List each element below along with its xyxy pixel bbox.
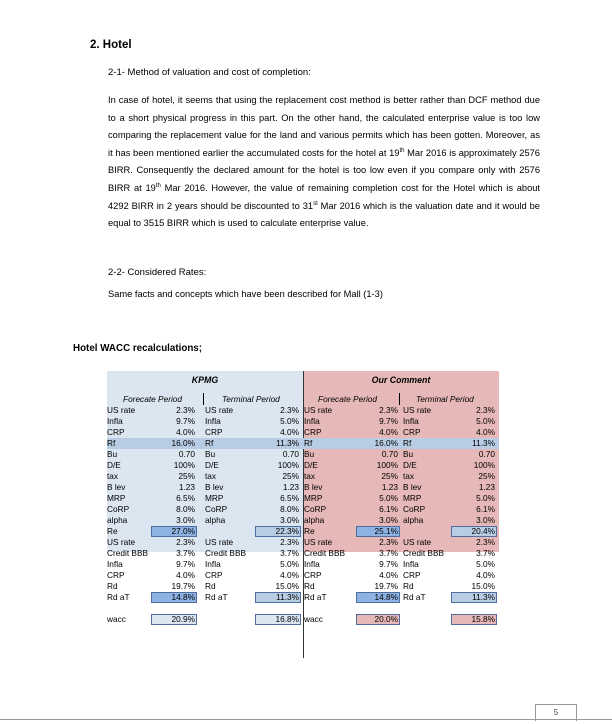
row-value: 20.9% bbox=[151, 614, 197, 625]
row-label: Rd bbox=[304, 581, 315, 591]
comment-forecast-label: Forecate Period bbox=[318, 394, 378, 404]
table-row bbox=[107, 548, 499, 559]
row-value: 6.5% bbox=[176, 493, 195, 503]
section-heading: 2. Hotel bbox=[90, 39, 132, 51]
row-value: 100% bbox=[473, 460, 495, 470]
comment-terminal-label: Terminal Period bbox=[416, 394, 474, 404]
row-value: 4.0% bbox=[176, 570, 195, 580]
row-label: Bu bbox=[304, 449, 315, 459]
row-label: alpha bbox=[205, 515, 226, 525]
row-label: wacc bbox=[107, 614, 126, 624]
row-value: 100% bbox=[277, 460, 299, 470]
row-value: 0.70 bbox=[282, 449, 299, 459]
row-value: 19.7% bbox=[171, 581, 195, 591]
row-value: 16.0% bbox=[171, 438, 195, 448]
table-row bbox=[107, 537, 499, 548]
row-label: CRP bbox=[205, 427, 223, 437]
row-value: 4.0% bbox=[476, 427, 495, 437]
row-label: US rate bbox=[107, 405, 136, 415]
table-row bbox=[107, 570, 499, 581]
row-value: 5.0% bbox=[280, 559, 299, 569]
table-row bbox=[107, 416, 499, 427]
row-label: alpha bbox=[304, 515, 325, 525]
row-value: 3.7% bbox=[379, 548, 398, 558]
paragraph-text-1: In case of hotel, it seems that using the replacement cost method is better rather than DCF method due to a short physical progress in this part. On the other hand, the calculated enterprise value is too low comparing the replacement value for the land and various permits which has been gotten. Moreover, as it has been mentioned earlier the accumulated costs for the hotel at 19 bbox=[108, 95, 540, 158]
row-value: 25.1% bbox=[356, 526, 400, 537]
row-label: Infla bbox=[304, 416, 320, 426]
row-value: 2.3% bbox=[280, 537, 299, 547]
row-value: 3.0% bbox=[176, 515, 195, 525]
row-value: 9.7% bbox=[379, 416, 398, 426]
table-row bbox=[107, 438, 499, 449]
row-label: Re bbox=[304, 526, 315, 536]
valuation-paragraph bbox=[108, 92, 540, 233]
row-label: MRP bbox=[205, 493, 224, 503]
row-value: 14.8% bbox=[356, 592, 400, 603]
row-label: alpha bbox=[107, 515, 128, 525]
row-label: Infla bbox=[107, 559, 123, 569]
row-label: Rd aT bbox=[403, 592, 426, 602]
row-value: 15.0% bbox=[275, 581, 299, 591]
paragraph-text-4: Mar 2016 which is the valuation date and it would be equal to 3515 BIRR which is used to calculate enterprise value. bbox=[108, 200, 540, 229]
row-label: CRP bbox=[205, 570, 223, 580]
row-label: B lev bbox=[403, 482, 422, 492]
table-row bbox=[107, 515, 499, 526]
row-value: 1.23 bbox=[178, 482, 195, 492]
row-value: 15.8% bbox=[451, 614, 497, 625]
row-value: 3.0% bbox=[280, 515, 299, 525]
row-value: 8.0% bbox=[280, 504, 299, 514]
row-label: CoRP bbox=[403, 504, 426, 514]
rates-paragraph: Same facts and concepts which have been described for Mall (1-3) bbox=[108, 289, 383, 299]
row-value: 1.23 bbox=[282, 482, 299, 492]
row-label: Rd bbox=[107, 581, 118, 591]
paragraph-text-2: Mar 2016 is approximately 2576 BIRR. Consequently the declared amount for the hotel is too low even if you compare only with 2576 BIRR at 19 bbox=[108, 147, 540, 193]
row-value: 4.0% bbox=[280, 570, 299, 580]
row-label: D/E bbox=[107, 460, 121, 470]
row-value: 2.3% bbox=[280, 405, 299, 415]
row-value: 6.1% bbox=[379, 504, 398, 514]
kpmg-title: KPMG bbox=[191, 375, 219, 385]
footer-line bbox=[0, 719, 612, 720]
row-label: Infla bbox=[107, 416, 123, 426]
row-label: Bu bbox=[107, 449, 118, 459]
row-label: tax bbox=[205, 471, 217, 481]
row-label: Rf bbox=[107, 438, 116, 448]
table-row bbox=[107, 460, 499, 471]
row-value: 25% bbox=[282, 471, 299, 481]
row-label: Infla bbox=[205, 416, 221, 426]
row-value: 5.0% bbox=[476, 559, 495, 569]
row-value: 19.7% bbox=[374, 581, 398, 591]
row-value: 2.3% bbox=[176, 537, 195, 547]
row-value: 5.0% bbox=[379, 493, 398, 503]
comment-title: Our Comment bbox=[371, 375, 431, 385]
row-label: MRP bbox=[403, 493, 422, 503]
table-row bbox=[107, 581, 499, 592]
row-value: 20.0% bbox=[356, 614, 400, 625]
row-value: 15.0% bbox=[471, 581, 495, 591]
row-value: 0.70 bbox=[478, 449, 495, 459]
row-label: MRP bbox=[107, 493, 126, 503]
table-row bbox=[107, 405, 499, 416]
paragraph-sup-3: st bbox=[313, 200, 318, 207]
row-label: CRP bbox=[107, 570, 125, 580]
row-label: Infla bbox=[304, 559, 320, 569]
row-value: 5.0% bbox=[476, 416, 495, 426]
row-label: CoRP bbox=[107, 504, 130, 514]
row-value: 25% bbox=[381, 471, 398, 481]
row-label: Credit BBB bbox=[107, 548, 149, 558]
row-label: CRP bbox=[304, 427, 322, 437]
row-value: 1.23 bbox=[478, 482, 495, 492]
row-label: wacc bbox=[304, 614, 323, 624]
row-label: B lev bbox=[205, 482, 224, 492]
row-value: 2.3% bbox=[379, 537, 398, 547]
row-value: 16.8% bbox=[255, 614, 301, 625]
row-label: US rate bbox=[403, 405, 432, 415]
table-row bbox=[107, 482, 499, 493]
row-value: 16.0% bbox=[374, 438, 398, 448]
row-label: D/E bbox=[205, 460, 219, 470]
row-label: Credit BBB bbox=[403, 548, 445, 558]
row-label: Rd aT bbox=[304, 592, 327, 602]
kpmg-period-divider bbox=[203, 393, 204, 405]
row-value: 25% bbox=[178, 471, 195, 481]
row-value: 0.70 bbox=[381, 449, 398, 459]
table-row bbox=[107, 504, 499, 515]
row-value: 11.3% bbox=[472, 438, 495, 448]
row-value: 11.3% bbox=[276, 438, 299, 448]
wacc-heading: Hotel WACC recalculations; bbox=[73, 343, 203, 354]
table-row bbox=[107, 592, 499, 603]
comment-period-divider bbox=[399, 393, 400, 405]
row-label: D/E bbox=[304, 460, 318, 470]
row-label: Rd aT bbox=[107, 592, 130, 602]
row-value: 2.3% bbox=[176, 405, 195, 415]
row-value: 25% bbox=[478, 471, 495, 481]
row-label: CRP bbox=[403, 570, 421, 580]
row-value: 3.0% bbox=[476, 515, 495, 525]
row-value: 11.3% bbox=[255, 592, 301, 603]
row-label: US rate bbox=[304, 537, 333, 547]
row-value: 3.7% bbox=[176, 548, 195, 558]
row-label: Re bbox=[107, 526, 118, 536]
row-label: MRP bbox=[304, 493, 323, 503]
page-number: 5 bbox=[535, 704, 577, 721]
row-value: 9.7% bbox=[379, 559, 398, 569]
row-value: 6.1% bbox=[476, 504, 495, 514]
row-label: Rf bbox=[403, 438, 412, 448]
row-value: 1.23 bbox=[381, 482, 398, 492]
row-label: tax bbox=[107, 471, 119, 481]
row-value: 20.4% bbox=[451, 526, 497, 537]
paragraph-sup-1: th bbox=[399, 147, 405, 154]
table-row bbox=[107, 614, 499, 625]
table-row bbox=[107, 559, 499, 570]
row-label: Credit BBB bbox=[304, 548, 346, 558]
row-label: CRP bbox=[403, 427, 421, 437]
subsection-heading-rates: 2-2- Considered Rates: bbox=[108, 267, 207, 278]
row-label: Bu bbox=[205, 449, 216, 459]
row-label: Credit BBB bbox=[205, 548, 247, 558]
table-row bbox=[107, 526, 499, 537]
row-value: 3.0% bbox=[379, 515, 398, 525]
row-label: Rd bbox=[403, 581, 414, 591]
row-value: 4.0% bbox=[280, 427, 299, 437]
row-label: Rd bbox=[205, 581, 216, 591]
row-label: US rate bbox=[205, 537, 234, 547]
row-value: 9.7% bbox=[176, 559, 195, 569]
row-value: 0.70 bbox=[178, 449, 195, 459]
row-label: Rf bbox=[205, 438, 214, 448]
row-label: US rate bbox=[304, 405, 333, 415]
row-value: 27.0% bbox=[151, 526, 197, 537]
row-label: Bu bbox=[403, 449, 414, 459]
row-value: 3.7% bbox=[476, 548, 495, 558]
row-label: CRP bbox=[304, 570, 322, 580]
row-value: 5.0% bbox=[280, 416, 299, 426]
row-label: B lev bbox=[107, 482, 126, 492]
table-row bbox=[107, 427, 499, 438]
row-value: 11.3% bbox=[451, 592, 497, 603]
row-label: US rate bbox=[205, 405, 234, 415]
row-value: 100% bbox=[173, 460, 195, 470]
subsection-heading-method: 2-1- Method of valuation and cost of completion: bbox=[108, 67, 311, 78]
row-value: 2.3% bbox=[476, 537, 495, 547]
row-value: 4.0% bbox=[379, 427, 398, 437]
row-label: D/E bbox=[403, 460, 417, 470]
row-value: 14.8% bbox=[151, 592, 197, 603]
row-value: 3.7% bbox=[280, 548, 299, 558]
wacc-table bbox=[107, 371, 499, 658]
row-label: US rate bbox=[403, 537, 432, 547]
row-value: 5.0% bbox=[476, 493, 495, 503]
row-value: 2.3% bbox=[379, 405, 398, 415]
row-label: CRP bbox=[107, 427, 125, 437]
paragraph-sup-2: th bbox=[155, 182, 161, 189]
row-label: tax bbox=[403, 471, 415, 481]
table-row bbox=[107, 449, 499, 460]
row-value: 4.0% bbox=[476, 570, 495, 580]
kpmg-forecast-label: Forecate Period bbox=[123, 394, 183, 404]
row-label: Infla bbox=[205, 559, 221, 569]
row-value: 8.0% bbox=[176, 504, 195, 514]
row-value: 100% bbox=[376, 460, 398, 470]
row-label: B lev bbox=[304, 482, 323, 492]
row-value: 4.0% bbox=[379, 570, 398, 580]
row-value: 6.5% bbox=[280, 493, 299, 503]
row-label: Rd aT bbox=[205, 592, 228, 602]
row-label: Infla bbox=[403, 559, 419, 569]
row-label: Rf bbox=[304, 438, 313, 448]
row-value: 2.3% bbox=[476, 405, 495, 415]
row-value: 4.0% bbox=[176, 427, 195, 437]
row-label: CoRP bbox=[304, 504, 327, 514]
row-value: 22.3% bbox=[255, 526, 301, 537]
table-row bbox=[107, 493, 499, 504]
row-label: Infla bbox=[403, 416, 419, 426]
kpmg-terminal-label: Terminal Period bbox=[222, 394, 280, 404]
row-value: 9.7% bbox=[176, 416, 195, 426]
row-label: alpha bbox=[403, 515, 424, 525]
row-label: US rate bbox=[107, 537, 136, 547]
paragraph-text-3: Mar 2016. However, the value of remaining completion cost for the Hotel which is about 4292 BIRR in 2 years should be discounted to 31 bbox=[108, 182, 541, 211]
row-label: CoRP bbox=[205, 504, 228, 514]
table-row bbox=[107, 471, 499, 482]
row-label: tax bbox=[304, 471, 316, 481]
